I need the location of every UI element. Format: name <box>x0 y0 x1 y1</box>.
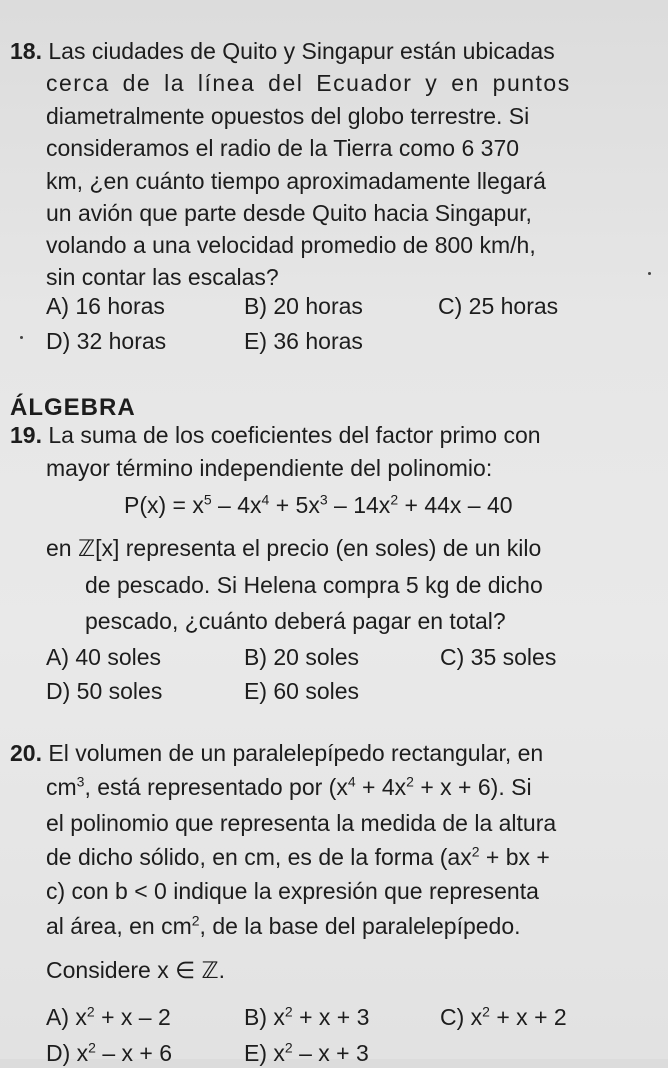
q19-polynomial: $P(x) = x^5 - 4x^4 + 5x^3 - 14x^2 + 44x - 40$ <box>124 491 513 518</box>
q19-option-d[interactable]: D) 50 soles <box>46 678 163 704</box>
q19-line-5: pescado, ¿cuánto deberá pagar en total? <box>85 608 506 634</box>
paper-mark <box>648 272 651 275</box>
q20-line-5: c) con b < 0 indique la expresión que representa <box>46 878 539 904</box>
q19-line-3: en ℤ[x] representa el precio (en soles) de un kilo <box>46 535 542 561</box>
q18-line-1 <box>10 36 555 66</box>
q19-option-a[interactable]: A) 40 soles <box>46 644 162 670</box>
q19-line-2: mayor término independiente del polinomio: <box>46 455 493 481</box>
q18-text-1: Las ciudades de Quito y Singapur están ubicadas <box>48 38 555 64</box>
q19-option-c[interactable]: C) 35 soles <box>440 644 557 670</box>
q18-option-e[interactable]: E) 36 horas <box>244 328 363 354</box>
q18-line-7: volando a una velocidad promedio de 800 km/h, <box>46 232 536 258</box>
q20-option-b[interactable]: B) $x^2 + x + 3$ <box>244 1003 370 1030</box>
q20-line-3: el polinomio que representa la medida de la altura <box>46 810 557 836</box>
q18-line-2: cerca de la línea del Ecuador y en puntos <box>46 70 571 96</box>
q18-line-8: sin contar las escalas? <box>46 264 279 290</box>
q20-option-c[interactable]: C) $x^2 + x + 2$ <box>440 1003 567 1030</box>
q20-line-4: de dicho sólido, en cm, es de la forma ($ax^2$ + bx + <box>46 843 550 870</box>
q18-option-d[interactable]: D) 32 horas <box>46 328 167 354</box>
q20-number: 20. <box>10 740 42 766</box>
q20-line-6: al área, en $cm^2$, de la base del paralelepípedo. <box>46 912 521 939</box>
section-title: ÁLGEBRA <box>10 394 136 421</box>
q20-option-a[interactable]: A) $x^2 + x - 2$ <box>46 1003 171 1030</box>
paper-mark <box>20 336 23 339</box>
q20-option-d[interactable]: D) $x^2 - x + 6$ <box>46 1039 173 1066</box>
q18-line-3: diametralmente opuestos del globo terrestre. Si <box>46 103 530 129</box>
q19-line-1 <box>10 420 541 450</box>
q19-option-b[interactable]: B) 20 soles <box>244 644 360 670</box>
q18-line-5: km, ¿en cuánto tiempo aproximadamente llegará <box>46 168 546 194</box>
q20-line-1 <box>10 738 543 768</box>
q19-text-1: La suma de los coeficientes del factor primo con <box>48 422 541 448</box>
q18-option-c[interactable]: C) 25 horas <box>438 293 559 319</box>
q18-number: 18. <box>10 38 42 64</box>
q20-line-7: Considere x ∈ ℤ. <box>46 957 226 983</box>
q20-text-1: El volumen de un paralelepípedo rectangular, en <box>48 740 544 766</box>
q18-line-4: consideramos el radio de la Tierra como 6 370 <box>46 135 520 161</box>
q19-number: 19. <box>10 422 42 448</box>
q18-option-b[interactable]: B) 20 horas <box>244 293 363 319</box>
q19-line-4: de pescado. Si Helena compra 5 kg de dicho <box>85 572 543 598</box>
q18-option-a[interactable]: A) 16 horas <box>46 293 165 319</box>
q19-option-e[interactable]: E) 60 soles <box>244 678 360 704</box>
q20-option-e[interactable]: E) $x^2 - x + 3$ <box>244 1039 369 1066</box>
q18-line-6: un avión que parte desde Quito hacia Singapur, <box>46 200 532 226</box>
q20-line-2: $cm^3$, está representado por $(x^4 + 4x^2 + x + 6)$. Si <box>46 773 532 800</box>
